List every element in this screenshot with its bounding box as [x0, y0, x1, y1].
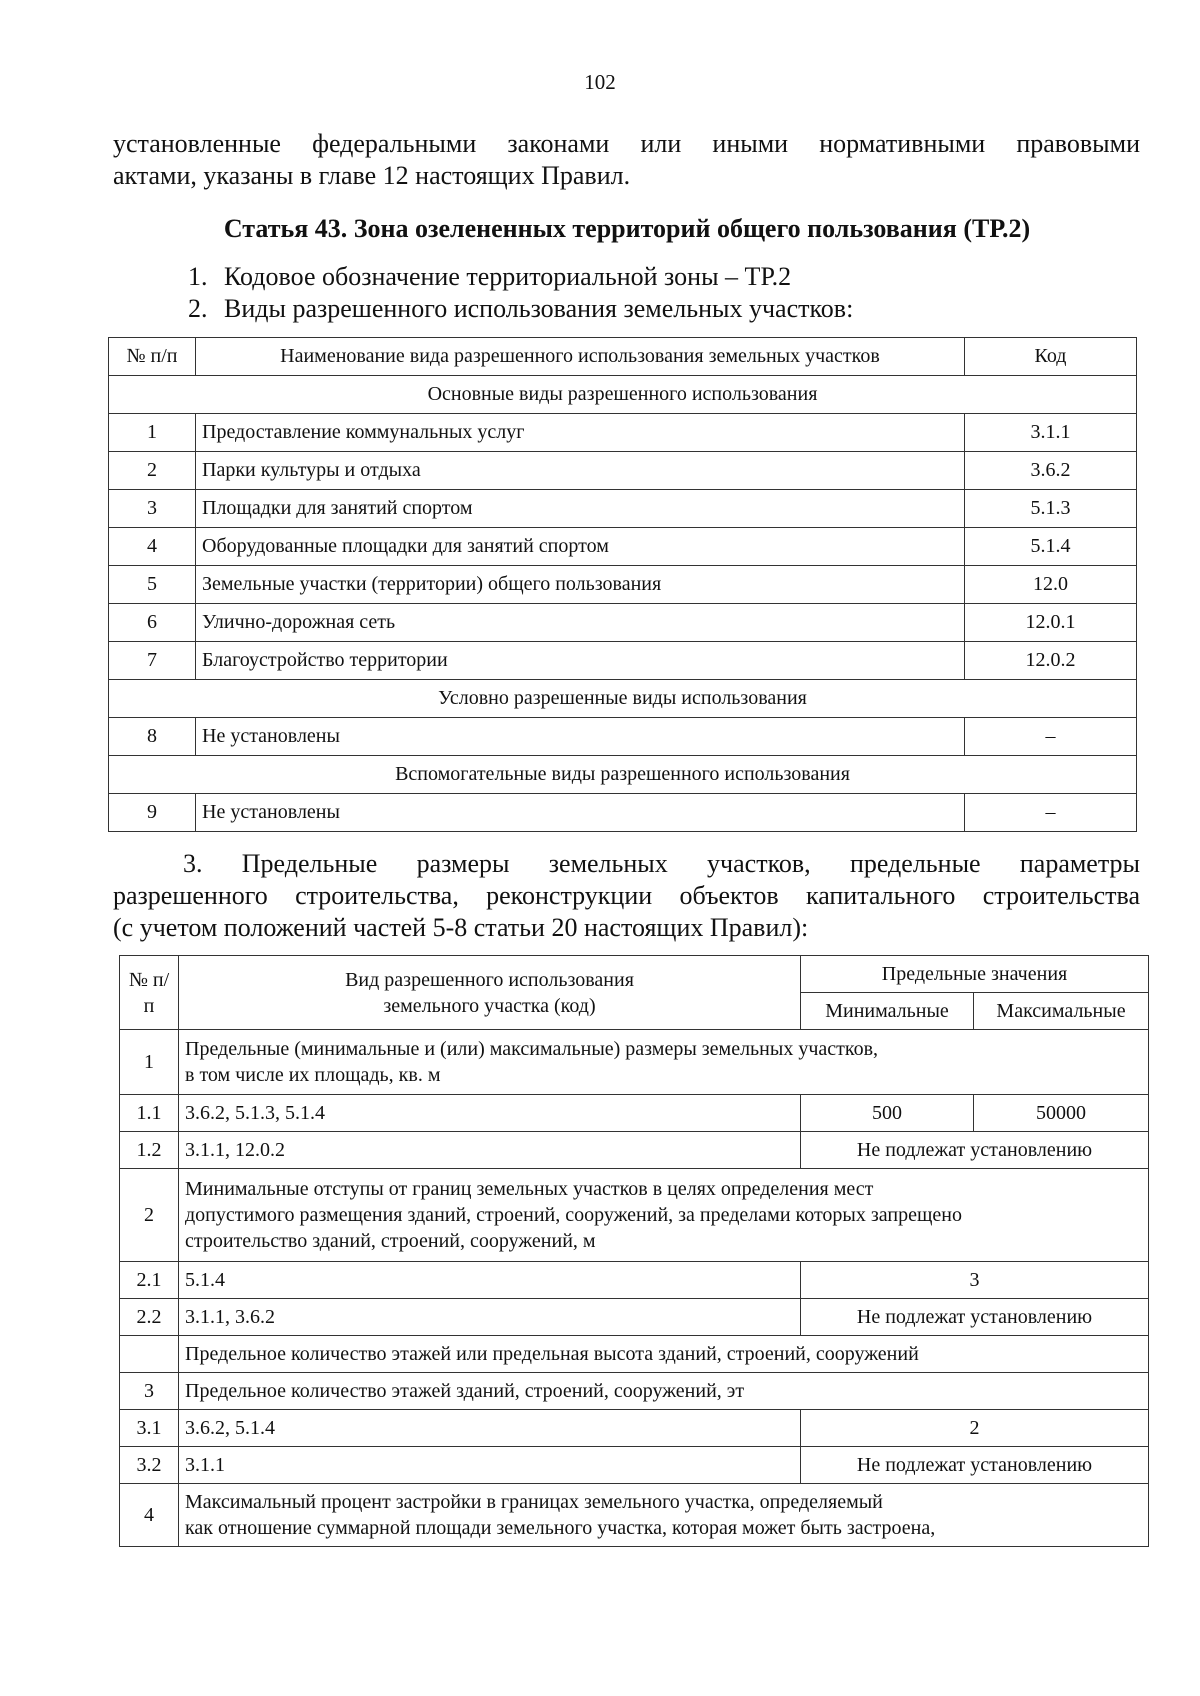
- row-num: 9: [109, 794, 196, 832]
- text-line: Минимальные отступы от границ земельных участков в целях определения мест: [185, 1178, 874, 1200]
- table-header-row: [109, 338, 1137, 376]
- row-name: Земельные участки (территории) общего пользования: [196, 566, 965, 604]
- row-num-empty: [120, 1336, 179, 1373]
- row-value: Не подлежат установлению: [801, 1299, 1149, 1336]
- header-kind: [179, 956, 801, 1030]
- row-code: 3.1.1: [965, 414, 1137, 452]
- row-name: Не установлены: [196, 718, 965, 756]
- row-num: 2: [109, 452, 196, 490]
- table-row: [120, 1447, 1149, 1484]
- table-row: [120, 1169, 1149, 1262]
- row-value: Не подлежат установлению: [801, 1447, 1149, 1484]
- table-row: [120, 1262, 1149, 1299]
- row-code: –: [965, 718, 1137, 756]
- row-code: 12.0.1: [965, 604, 1137, 642]
- table-row: [109, 490, 1137, 528]
- row-value: Не подлежат установлению: [801, 1132, 1149, 1169]
- row-name: Площадки для занятий спортом: [196, 490, 965, 528]
- row-code: 5.1.4: [965, 528, 1137, 566]
- list-item: [188, 262, 791, 292]
- section-title: Вспомогательные виды разрешенного использования: [109, 756, 1137, 794]
- row-value: 2: [801, 1410, 1149, 1447]
- row-code: 5.1.4: [179, 1262, 801, 1299]
- header-text: земельного участка (код): [383, 994, 596, 1017]
- row-code: 3.1.1, 12.0.2: [179, 1132, 801, 1169]
- text-line: строительство зданий, строений, сооружений, м: [185, 1230, 596, 1252]
- table-row: [109, 566, 1137, 604]
- row-num: 3.2: [120, 1447, 179, 1484]
- row-code: 3.6.2: [965, 452, 1137, 490]
- list-item: [188, 294, 853, 324]
- row-name: Улично-дорожная сеть: [196, 604, 965, 642]
- text-line: актами, указаны в главе 12 настоящих Правил.: [113, 161, 631, 190]
- row-text: Предельное количество этажей или предельная высота зданий, строений, сооружений: [179, 1336, 1149, 1373]
- list-text: Виды разрешенного использования земельных участков:: [224, 294, 854, 323]
- row-code: –: [965, 794, 1137, 832]
- page-number: 102: [584, 70, 616, 94]
- row-code: 3.6.2, 5.1.3, 5.1.4: [179, 1095, 801, 1132]
- row-num: 2: [120, 1169, 179, 1262]
- text-line: (с учетом положений частей 5-8 статьи 20 настоящих Правил):: [113, 913, 809, 942]
- table-row: [120, 1132, 1149, 1169]
- header-min: Минимальные: [801, 993, 974, 1030]
- text-line: Предельные (минимальные и (или) максимальные) размеры земельных участков,: [185, 1038, 879, 1060]
- row-num: 2.1: [120, 1262, 179, 1299]
- table-row: [120, 1484, 1149, 1547]
- table-row: [120, 1299, 1149, 1336]
- section-row: [109, 756, 1137, 794]
- text-line: допустимого размещения зданий, строений, сооружений, за пределами которых запрещено: [185, 1204, 962, 1226]
- text-line: 3. Предельные размеры земельных участков, предельные параметры: [183, 849, 1140, 878]
- section-title: Основные виды разрешенного использования: [109, 376, 1137, 414]
- row-num: 4: [120, 1484, 179, 1547]
- row-num: 3: [120, 1373, 179, 1410]
- row-code: 12.0: [965, 566, 1137, 604]
- header-cell: № п/п: [109, 338, 196, 376]
- table-row: [109, 528, 1137, 566]
- row-num: 6: [109, 604, 196, 642]
- row-text: Предельное количество этажей зданий, строений, сооружений, эт: [179, 1373, 1149, 1410]
- row-num: 8: [109, 718, 196, 756]
- row-name: Не установлены: [196, 794, 965, 832]
- paragraph-3: [113, 848, 1140, 944]
- table-row: [109, 718, 1137, 756]
- row-num: 3: [109, 490, 196, 528]
- row-num: 1.2: [120, 1132, 179, 1169]
- table-row: [120, 1336, 1149, 1373]
- section-row: [109, 376, 1137, 414]
- table-header-row: [120, 956, 1149, 993]
- table-row: [120, 1373, 1149, 1410]
- row-text: [179, 1484, 1149, 1547]
- table-row: [120, 1030, 1149, 1095]
- row-num: 2.2: [120, 1299, 179, 1336]
- text-line: Максимальный процент застройки в границах земельного участка, определяемый: [185, 1491, 883, 1513]
- row-name: Благоустройство территории: [196, 642, 965, 680]
- limits-table: [119, 955, 1149, 1547]
- row-num: 3.1: [120, 1410, 179, 1447]
- row-code: 5.1.3: [965, 490, 1137, 528]
- text-line: как отношение суммарной площади земельного участка, которая может быть застроена,: [185, 1517, 936, 1539]
- list-text: Кодовое обозначение территориальной зоны – ТР.2: [224, 262, 792, 291]
- row-code: 3.1.1, 3.6.2: [179, 1299, 801, 1336]
- text-line: разрешенного строительства, реконструкции объектов капитального строительства: [113, 881, 1140, 910]
- row-code: 12.0.2: [965, 642, 1137, 680]
- row-num: 1.1: [120, 1095, 179, 1132]
- row-num: 1: [109, 414, 196, 452]
- text-line: установленные федеральными законами или иными нормативными правовыми: [113, 129, 1140, 158]
- table-row: [109, 452, 1137, 490]
- row-code: 3.6.2, 5.1.4: [179, 1410, 801, 1447]
- table-row: [109, 642, 1137, 680]
- header-cell: Код: [965, 338, 1137, 376]
- row-code: 3.1.1: [179, 1447, 801, 1484]
- header-max: Максимальные: [974, 993, 1149, 1030]
- row-text: [179, 1169, 1149, 1262]
- article-heading: Статья 43. Зона озелененных территорий общего пользования (ТР.2): [223, 214, 1031, 243]
- header-text: Вид разрешенного использования: [345, 968, 634, 991]
- row-text: [179, 1030, 1149, 1095]
- min-value: 500: [801, 1095, 974, 1132]
- table-row: [109, 604, 1137, 642]
- list-number: 1.: [188, 262, 208, 291]
- row-name: Предоставление коммунальных услуг: [196, 414, 965, 452]
- table-row: [120, 1410, 1149, 1447]
- row-name: Оборудованные площадки для занятий спортом: [196, 528, 965, 566]
- row-value: 3: [801, 1262, 1149, 1299]
- table-row: [109, 414, 1137, 452]
- text-line: в том числе их площадь, кв. м: [185, 1064, 441, 1086]
- table-row: [120, 1095, 1149, 1132]
- row-num: 5: [109, 566, 196, 604]
- max-value: 50000: [974, 1095, 1149, 1132]
- section-row: [109, 680, 1137, 718]
- section-title: Условно разрешенные виды использования: [109, 680, 1137, 718]
- header-num: № п/п: [120, 956, 179, 1030]
- permitted-use-table: [108, 337, 1137, 832]
- row-num: 4: [109, 528, 196, 566]
- row-name: Парки культуры и отдыха: [196, 452, 965, 490]
- row-num: 7: [109, 642, 196, 680]
- header-cell: Наименование вида разрешенного использования земельных участков: [196, 338, 965, 376]
- list-number: 2.: [188, 294, 208, 323]
- header-limits: Предельные значения: [801, 956, 1149, 993]
- table-row: [109, 794, 1137, 832]
- intro-paragraph: [113, 128, 1140, 192]
- row-num: 1: [120, 1030, 179, 1095]
